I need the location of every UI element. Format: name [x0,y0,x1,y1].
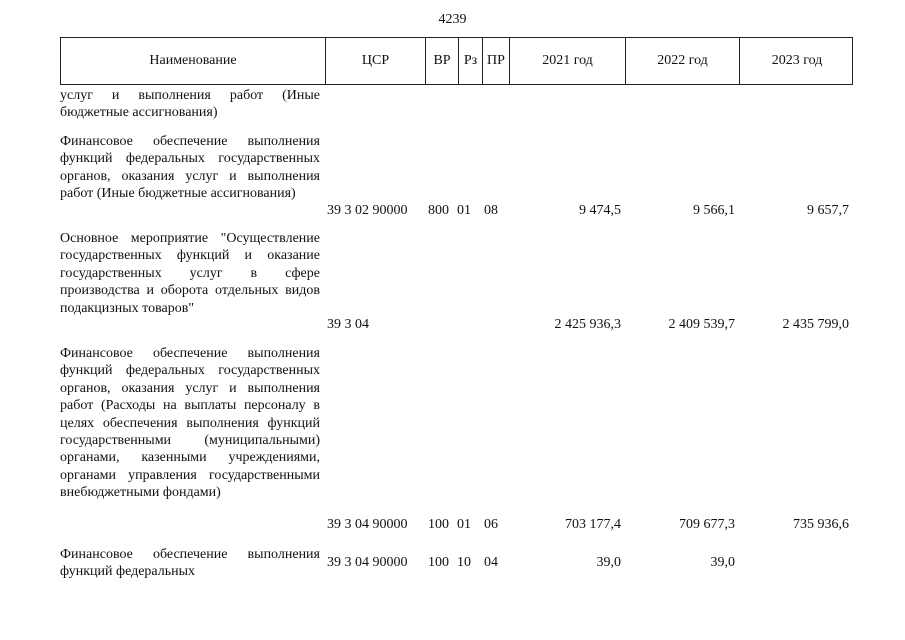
row-csr: 39 3 04 [327,317,369,332]
row-2022: 39,0 [710,555,735,570]
row-rz: 01 [457,517,471,532]
row-2021: 703 177,4 [565,517,621,532]
row-csr: 39 3 04 90000 [327,517,408,532]
row-vr: 800 [428,203,449,218]
header-name: Наименование [149,53,237,68]
row-name: Финансовое обеспечение выполнения функций федеральных государственных органов, оказания услуг и выполнения работ (Расходы на выплаты персоналу в целях обеспечения выполнения функций государственными (муниципальными) органами, казенными учреждениями, органами управления государственными внебюджетными фондами) [60,346,320,501]
row-pr: 08 [484,203,498,218]
header-year-2021: 2021 год [509,38,625,84]
row-pr: 04 [484,555,498,570]
row-2022: 9 566,1 [693,203,735,218]
row-name: Финансовое обеспечение выполнения функций федеральных государственных органов, оказания услуг и выполнения работ (Иные бюджетные ассигнования) [60,134,320,202]
header-csr: ЦСР [325,38,425,84]
row-vr: 100 [428,517,449,532]
header-vr: ВР [425,38,458,84]
row-2021: 2 425 936,3 [554,317,621,332]
row-2022: 709 677,3 [679,517,735,532]
row-rz: 10 [457,555,471,570]
table-header [60,37,853,85]
header-pr: ПР [482,38,509,84]
row-vr: 100 [428,555,449,570]
row-name: Основное мероприятие "Осуществление государственных функций и оказание государственных услуг в сфере производства и оборота отдельных видов подакцизных товаров" [60,231,320,316]
row-csr: 39 3 02 90000 [327,203,408,218]
row-name: Финансовое обеспечение выполнения функций федеральных [60,547,320,580]
row-csr: 39 3 04 90000 [327,555,408,570]
header-year-2023: 2023 год [739,38,854,84]
row-2022: 2 409 539,7 [668,317,735,332]
row-pr: 06 [484,517,498,532]
row-2023: 735 936,6 [793,517,849,532]
row-rz: 01 [457,203,471,218]
page-number: 4239 [438,12,467,27]
row-name: услуг и выполнения работ (Иные бюджетные ассигнования) [60,88,320,121]
header-year-2022: 2022 год [625,38,739,84]
row-2023: 9 657,7 [807,203,849,218]
header-rz: Рз [458,38,482,84]
row-2023: 2 435 799,0 [782,317,849,332]
row-2021: 39,0 [596,555,621,570]
row-2021: 9 474,5 [579,203,621,218]
